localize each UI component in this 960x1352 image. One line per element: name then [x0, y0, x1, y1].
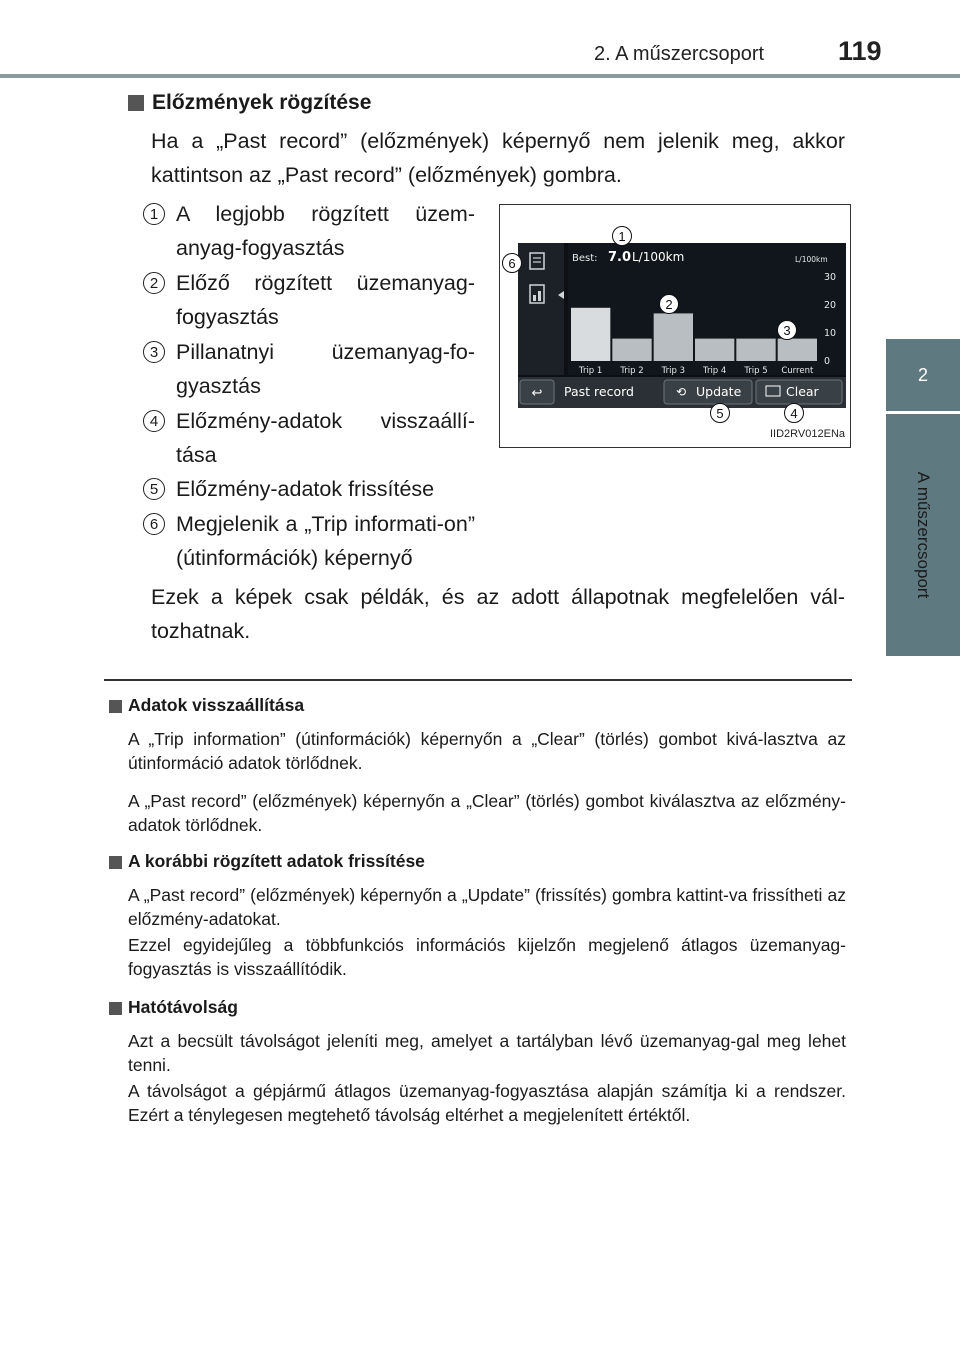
list-item: [143, 335, 475, 403]
unit-label: L/100km: [795, 255, 828, 264]
best-label: Best:: [572, 253, 598, 264]
x-tick-label: Trip 3: [661, 366, 685, 376]
chart-bar: [654, 313, 693, 361]
list-item-text: Előző rögzített üzemanyag-fogyasztás: [176, 271, 475, 329]
update-button[interactable]: [664, 380, 752, 404]
list-item: [143, 472, 475, 506]
y-tick-label: 0: [824, 356, 831, 367]
section-divider: [104, 679, 852, 681]
back-button[interactable]: [520, 380, 554, 404]
chart-bar: [571, 308, 610, 361]
y-tick-label: 30: [824, 272, 837, 283]
x-tick-label: Trip 5: [744, 366, 768, 376]
square-bullet-icon: [109, 856, 122, 869]
list-item: [143, 404, 475, 472]
x-tick-label: Trip 2: [620, 366, 644, 376]
past-record-screen: [518, 243, 846, 408]
callout-3: 3: [777, 320, 797, 340]
list-item-text: Előzmény-adatok frissítése: [176, 477, 435, 501]
number-badge: 5: [143, 478, 165, 500]
range-heading: Hatótávolság: [109, 997, 238, 1018]
update-label: Update: [696, 384, 742, 399]
square-bullet-icon: [128, 95, 144, 111]
callout-6: 6: [502, 253, 522, 273]
list-item-text: A legjobb rögzített üzem-anyag-fogyasztás: [176, 202, 475, 260]
number-badge: 2: [143, 272, 165, 294]
list-item: [143, 197, 475, 265]
chart-bar: [778, 339, 817, 361]
update-paragraph-2: Ezzel egyidejűleg a többfunkciós információs kijelzőn megjelenő átlagos üzemanyag-fogyasztás is visszaállítódik.: [128, 935, 846, 979]
chart-bar: [736, 339, 775, 361]
number-badge: 3: [143, 341, 165, 363]
callout-4: 4: [784, 403, 804, 423]
range-paragraph-2: A távolságot a gépjármű átlagos üzemanyag-fogyasztása alapján számítja ki a rendszer. Ezért a ténylegesen megtehető távolság eltérhet a megjelenített értéktől.: [128, 1081, 846, 1125]
fuel-chart: [518, 243, 846, 408]
past-record-intro: Ha a „Past record” (előzmények) képernyő nem jelenik meg, akkor kattintson az „Past record” (előzmények) gombra.: [151, 129, 845, 187]
update-paragraph-1: A „Past record” (előzmények) képernyőn a „Update” (frissítés) gombra kattint-va frissítheti az előzmény-adatokat.: [128, 885, 846, 929]
best-value: 7.0: [608, 250, 632, 265]
y-tick-label: 10: [824, 328, 837, 339]
best-unit: L/100km: [632, 250, 685, 264]
list-item-text: Előzmény-adatok visszaállí-tása: [176, 409, 475, 467]
x-tick-label: Current: [781, 366, 814, 376]
header-divider: [0, 74, 960, 78]
reset-heading: Adatok visszaállítása: [109, 695, 304, 716]
example-note: Ezek a képek csak példák, és az adott állapotnak megfelelően vál-tozhatnak.: [151, 585, 845, 643]
reset-paragraph-2: A „Past record” (előzmények) képernyőn a „Clear” (törlés) gombot kiválasztva az előzmény-adatok törlődnek.: [128, 791, 846, 835]
y-tick-label: 20: [824, 300, 837, 311]
callout-5: 5: [710, 403, 730, 423]
update-heading: A korábbi rögzített adatok frissítése: [109, 851, 425, 872]
number-badge: 4: [143, 410, 165, 432]
refresh-icon: ⟲: [676, 385, 687, 399]
list-item-text: Megjelenik a „Trip informati-on” (útinformációk) képernyő: [176, 512, 475, 570]
reset-paragraph-1: A „Trip information” (útinformációk) képernyőn a „Clear” (törlés) gombot kivá-lasztva az útinformáció adatok törlődnek.: [128, 729, 846, 773]
x-tick-label: Trip 1: [579, 366, 603, 376]
chapter-tab: [886, 414, 960, 656]
past-record-label: Past record: [564, 384, 634, 399]
x-tick-label: Trip 4: [703, 366, 727, 376]
figure-caption: IID2RV012ENa: [770, 428, 846, 440]
chart-bar: [612, 339, 651, 361]
square-bullet-icon: [109, 1002, 122, 1015]
number-badge: 1: [143, 203, 165, 225]
section-title: 2. A műszercsoport: [594, 43, 765, 65]
clear-label: Clear: [786, 384, 819, 399]
square-bullet-icon: [109, 700, 122, 713]
chapter-tab-number: 2: [886, 339, 960, 411]
past-record-heading: Előzmények rögzítése: [128, 91, 371, 115]
callout-2: 2: [659, 294, 679, 314]
list-item-text: Pillanatnyi üzemanyag-fo-gyasztás: [176, 340, 475, 398]
clear-button[interactable]: [756, 380, 842, 404]
number-badge: 6: [143, 513, 165, 535]
page-number: 119: [838, 36, 882, 66]
chart-bar: [695, 339, 734, 361]
range-paragraph-1: Azt a becsült távolságot jeleníti meg, amelyet a tartályban lévő üzemanyag-gal meg lehet tenni.: [128, 1031, 846, 1075]
list-item: [143, 507, 475, 575]
back-icon: ↩: [531, 386, 543, 401]
callout-1: 1: [612, 226, 632, 246]
chapter-tab-title: A műszercsoport: [914, 471, 933, 599]
list-item: [143, 266, 475, 334]
